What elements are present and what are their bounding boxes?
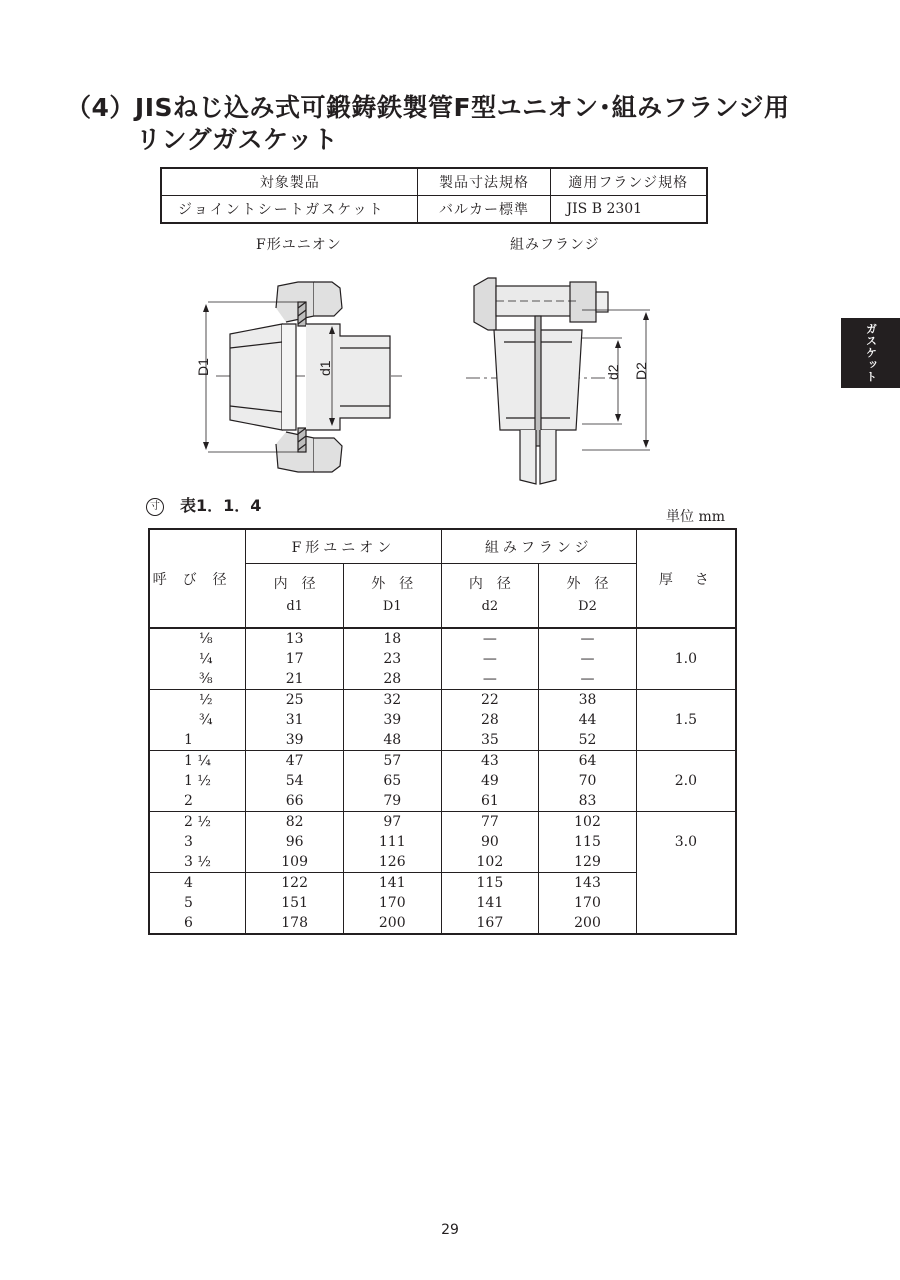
gasket-dimension-table — [148, 528, 737, 935]
dim-d2-label: d2 — [605, 364, 621, 380]
cell-d1: 23 — [343, 649, 441, 669]
cell-d2: 77 — [441, 812, 539, 833]
cell-d1: 65 — [343, 771, 441, 791]
cell-d2: 49 — [441, 771, 539, 791]
cell-nominal: ½ — [149, 690, 246, 711]
cell-d2: 38 — [539, 690, 637, 711]
f-union-drawing — [203, 282, 402, 472]
spec-header-product: 対象製品 — [161, 168, 418, 196]
cell-d2: 64 — [539, 751, 637, 772]
cell-d1: 111 — [343, 832, 441, 852]
header-inner-d2: 内 径 d2 — [441, 564, 539, 629]
size-mark-icon: 寸 — [146, 498, 164, 516]
kumi-flange-drawing — [466, 278, 650, 484]
cell-d2: 143 — [539, 873, 637, 894]
cell-d2: 28 — [441, 710, 539, 730]
cell-d2: 167 — [441, 913, 539, 934]
cell-d1: 54 — [246, 771, 344, 791]
spec-table — [160, 167, 708, 224]
table-caption — [146, 493, 261, 516]
cell-nominal: 2 ½ — [149, 812, 246, 833]
cell-d1: 39 — [246, 730, 344, 751]
table-row — [149, 812, 736, 833]
cell-d2: 115 — [441, 873, 539, 894]
cell-nominal: 6 — [149, 913, 246, 934]
cell-d1: 170 — [343, 893, 441, 913]
cell-d1: 79 — [343, 791, 441, 812]
cell-nominal: ⅜ — [149, 669, 246, 690]
cell-d1: 122 — [246, 873, 344, 894]
cell-d1: 57 — [343, 751, 441, 772]
cell-d2: 43 — [441, 751, 539, 772]
cell-d2: — — [441, 649, 539, 669]
header-inner-d1: 内 径 d1 — [246, 564, 344, 629]
cell-d1: 82 — [246, 812, 344, 833]
cell-nominal: 3 — [149, 832, 246, 852]
cell-d2: 35 — [441, 730, 539, 751]
title-line-2: リングガスケット — [136, 125, 339, 154]
cell-d1: 32 — [343, 690, 441, 711]
cell-d2: 115 — [539, 832, 637, 852]
cell-d1: 48 — [343, 730, 441, 751]
cell-d1: 28 — [343, 669, 441, 690]
cell-d2: 141 — [441, 893, 539, 913]
cell-d1: 141 — [343, 873, 441, 894]
cell-d1: 18 — [343, 628, 441, 649]
header-group-kumi-flange: 組みフランジ — [441, 529, 636, 564]
side-tab-label: ガスケット — [864, 323, 878, 383]
cell-nominal: 2 — [149, 791, 246, 812]
cell-d1: 96 — [246, 832, 344, 852]
cell-d1: 126 — [343, 852, 441, 873]
spec-header-flange-standard: 適用フランジ規格 — [550, 168, 707, 196]
cell-thickness: 1.0 — [636, 628, 736, 690]
table-row — [149, 690, 736, 711]
dim-D2-label: D2 — [633, 362, 649, 380]
header-thickness: 厚 さ — [636, 529, 736, 628]
cell-nominal: 1 ¼ — [149, 751, 246, 772]
cell-nominal: ⅛ — [149, 628, 246, 649]
unit-label: 単位 mm — [666, 509, 726, 525]
cell-thickness: 3.0 — [636, 812, 736, 935]
cell-d1: 39 — [343, 710, 441, 730]
cell-d2: 170 — [539, 893, 637, 913]
cell-d2: 44 — [539, 710, 637, 730]
cell-nominal: 5 — [149, 893, 246, 913]
cell-d2: 200 — [539, 913, 637, 934]
cell-d1: 31 — [246, 710, 344, 730]
cell-nominal: 4 — [149, 873, 246, 894]
cell-d2: — — [441, 628, 539, 649]
title-line-1: （4）JISねじ込み式可鍛鋳鉄製管F型ユニオン･組みフランジ用 — [66, 93, 790, 122]
cell-nominal: ¾ — [149, 710, 246, 730]
gasket-diagrams — [150, 258, 670, 490]
cell-d1: 109 — [246, 852, 344, 873]
section-side-tab — [841, 318, 900, 388]
dim-D1-label: D1 — [195, 358, 211, 376]
cell-d1: 178 — [246, 913, 344, 934]
cell-d1: 200 — [343, 913, 441, 934]
page-title — [66, 92, 826, 156]
page-number: 29 — [441, 1222, 459, 1238]
cell-thickness: 2.0 — [636, 751, 736, 812]
cell-nominal: 3 ½ — [149, 852, 246, 873]
cell-d2: 61 — [441, 791, 539, 812]
cell-d2: 83 — [539, 791, 637, 812]
cell-nominal: ¼ — [149, 649, 246, 669]
table-number: 表1．1．4 — [180, 496, 262, 515]
cell-d2: 102 — [441, 852, 539, 873]
cell-d1: 13 — [246, 628, 344, 649]
header-outer-D1: 外 径 D1 — [343, 564, 441, 629]
cell-d2: — — [539, 669, 637, 690]
cell-d1: 47 — [246, 751, 344, 772]
cell-d1: 151 — [246, 893, 344, 913]
cell-d2: 70 — [539, 771, 637, 791]
figure-label-f-union: F形ユニオン — [256, 237, 342, 253]
spec-header-size-standard: 製品寸法規格 — [418, 168, 550, 196]
cell-d2: 90 — [441, 832, 539, 852]
table-row — [149, 751, 736, 772]
cell-d2: — — [539, 649, 637, 669]
header-group-f-union: F形ユニオン — [246, 529, 441, 564]
cell-nominal: 1 — [149, 730, 246, 751]
header-outer-D2: 外 径 D2 — [539, 564, 637, 629]
header-nominal-size: 呼び径 — [149, 529, 246, 628]
cell-d1: 21 — [246, 669, 344, 690]
cell-thickness: 1.5 — [636, 690, 736, 751]
cell-d2: 22 — [441, 690, 539, 711]
table-row — [149, 628, 736, 649]
cell-d1: 25 — [246, 690, 344, 711]
dim-d1-label: d1 — [317, 360, 333, 376]
cell-d2: — — [441, 669, 539, 690]
cell-d1: 17 — [246, 649, 344, 669]
cell-d2: 129 — [539, 852, 637, 873]
table-body — [149, 628, 736, 934]
cell-d2: — — [539, 628, 637, 649]
figure-label-kumi-flange: 組みフランジ — [510, 237, 600, 253]
spec-flange-standard: JIS B 2301 — [550, 196, 707, 224]
cell-d2: 102 — [539, 812, 637, 833]
spec-header-row — [161, 168, 707, 196]
spec-body-row — [161, 196, 707, 224]
cell-d2: 52 — [539, 730, 637, 751]
cell-d1: 97 — [343, 812, 441, 833]
cell-nominal: 1 ½ — [149, 771, 246, 791]
spec-size-standard: バルカー標準 — [418, 196, 550, 224]
spec-product: ジョイントシートガスケット — [161, 196, 418, 224]
cell-d1: 66 — [246, 791, 344, 812]
